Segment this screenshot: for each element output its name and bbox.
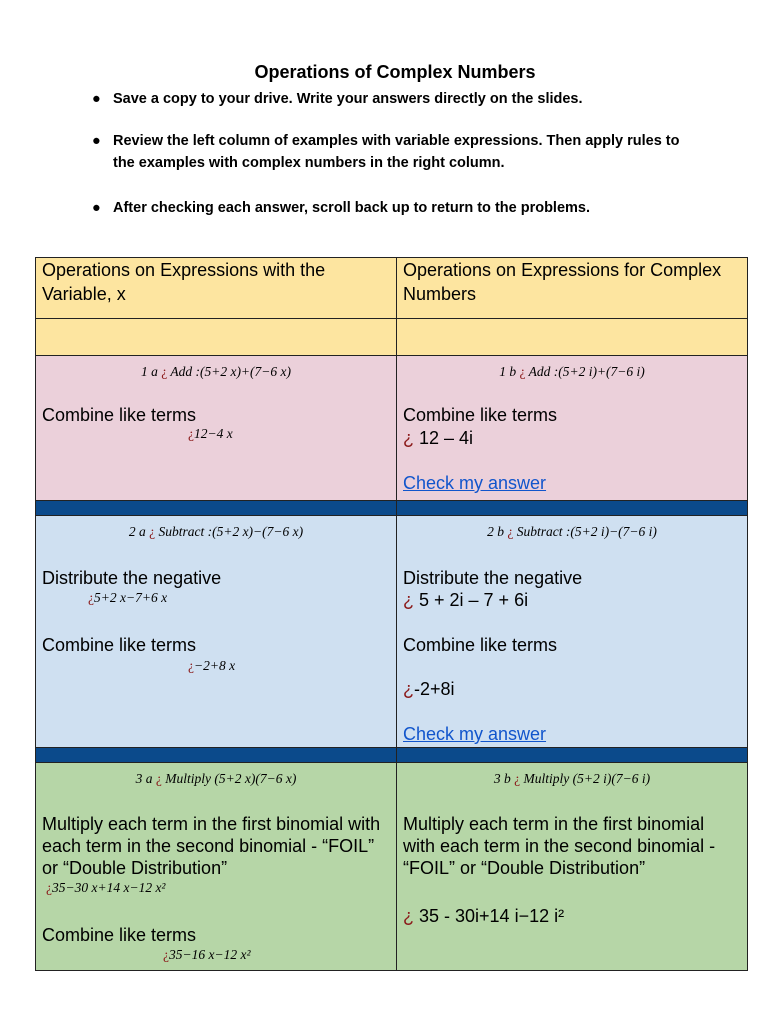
- bullet-icon: ●: [92, 200, 101, 216]
- operations-table: [35, 257, 748, 971]
- instruction-item: ● Review the left column of examples with variable expressions. Then apply rules to the examples with complex numbers in the right column.: [92, 130, 702, 174]
- answer-2b-1: ¿ 5 + 2i – 7 + 6i: [403, 590, 529, 610]
- multiply-row: [36, 763, 748, 971]
- step-label: Distribute the negative: [403, 568, 583, 588]
- step-label: Distribute the negative: [42, 568, 222, 588]
- header-right: Operations on Expressions for Complex Numbers: [397, 258, 748, 319]
- answer-3a-1: ¿35−30 x+14 x−12 x²: [46, 880, 166, 895]
- check-answer-link[interactable]: Check my answer: [403, 473, 547, 493]
- blank-row: [36, 319, 748, 356]
- answer-2b-2: ¿-2+8i: [403, 679, 455, 699]
- step-label: Combine like terms: [403, 405, 558, 425]
- bullet-icon: ●: [92, 91, 101, 107]
- step-label: Multiply each term in the first binomial with each term in the second binomial - “FOIL” or “Double Distribution”: [42, 814, 381, 878]
- problem-3a: 3 a ¿ Multiply (5+2 x)(7−6 x): [135, 771, 297, 786]
- header-left: Operations on Expressions with the Variable, x: [36, 258, 397, 319]
- divider-row: [36, 748, 748, 763]
- divider-row: [36, 501, 748, 516]
- instruction-item: ● Save a copy to your drive. Write your answers directly on the slides.: [92, 88, 702, 110]
- problem-1a: 1 a ¿ Add :(5+2 x)+(7−6 x): [140, 364, 292, 379]
- step-label: Multiply each term in the first binomial with each term in the second binomial - “FOIL” or “Double Distribution”: [403, 814, 716, 878]
- problem-3b: 3 b ¿ Multiply (5+2 i)(7−6 i): [493, 771, 651, 786]
- problem-2a: 2 a ¿ Subtract :(5+2 x)−(7−6 x): [128, 524, 304, 539]
- answer-2a-1: ¿5+2 x−7+6 x: [88, 590, 168, 605]
- bullet-icon: ●: [92, 133, 101, 149]
- page-title: Operations of Complex Numbers: [254, 62, 536, 82]
- answer-1a: ¿12−4 x: [188, 426, 233, 441]
- check-answer-link[interactable]: Check my answer: [403, 724, 547, 744]
- header-row: [36, 258, 748, 319]
- step-label: Combine like terms: [42, 635, 197, 655]
- instruction-item: ● After checking each answer, scroll back up to return to the problems.: [92, 197, 702, 219]
- problem-1b: 1 b ¿ Add :(5+2 i)+(7−6 i): [499, 364, 645, 379]
- answer-1b: ¿ 12 – 4i: [403, 428, 474, 448]
- answer-2a-2: ¿−2+8 x: [188, 658, 236, 673]
- subtract-row: [36, 516, 748, 748]
- instructions-list: [92, 88, 702, 219]
- answer-3b-1: ¿ 35 - 30i+14 i−12 i²: [403, 906, 565, 926]
- problem-2b: 2 b ¿ Subtract :(5+2 i)−(7−6 i): [487, 524, 657, 539]
- add-row: [36, 356, 748, 501]
- step-label: Combine like terms: [42, 405, 197, 425]
- answer-3a-2: ¿35−16 x−12 x²: [163, 947, 251, 962]
- step-label: Combine like terms: [403, 635, 558, 655]
- step-label: Combine like terms: [42, 925, 197, 945]
